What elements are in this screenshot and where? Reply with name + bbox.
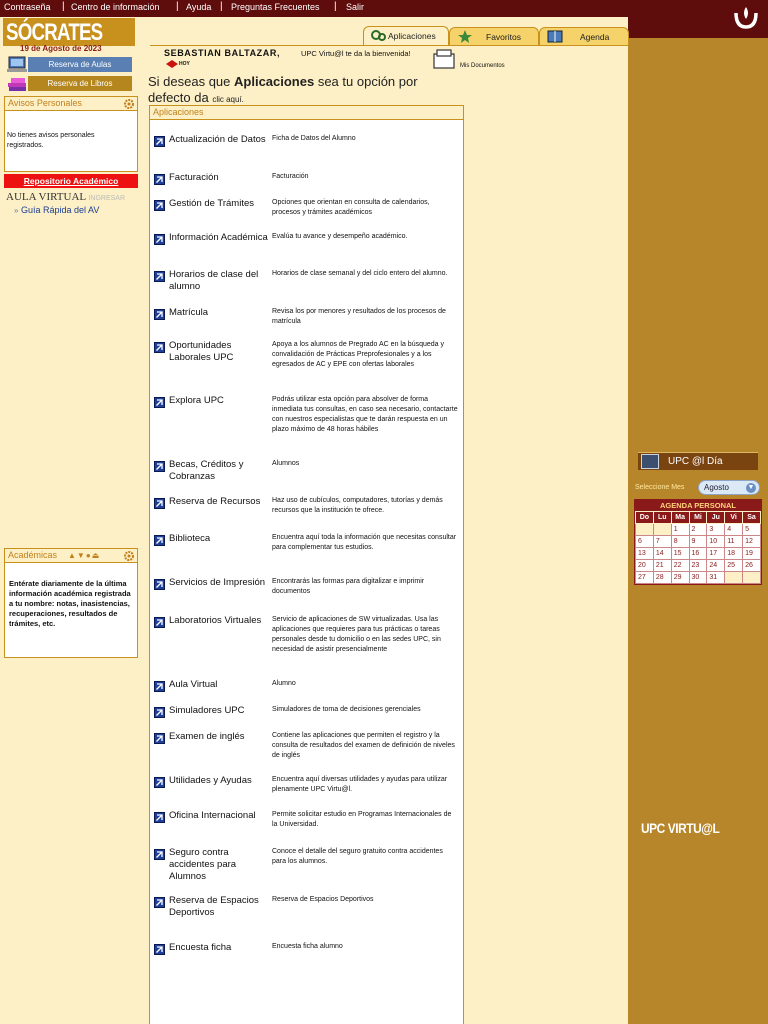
app-link-icon[interactable] — [154, 397, 165, 408]
app-name-link[interactable]: Seguro contra accidentes para Alumnos — [169, 847, 237, 882]
app-link-icon[interactable] — [154, 812, 165, 823]
app-name-link[interactable]: Laboratorios Virtuales — [169, 615, 262, 626]
folder-icon[interactable] — [433, 48, 459, 70]
app-link-icon[interactable] — [154, 681, 165, 692]
calendar-day[interactable]: 22 — [671, 560, 689, 572]
apps-panel — [149, 105, 464, 1024]
top-nav — [0, 0, 630, 17]
panel-header — [5, 549, 137, 563]
app-link-icon[interactable] — [154, 535, 165, 546]
app-link-icon[interactable] — [154, 944, 165, 955]
calendar-day[interactable]: 12 — [743, 536, 761, 548]
academicas-panel — [4, 548, 138, 658]
nav-ayuda[interactable]: Ayuda — [186, 2, 212, 12]
calendar-day[interactable]: 3 — [707, 524, 725, 536]
app-link-icon[interactable] — [154, 234, 165, 245]
app-description: Encuentra aquí toda la información que necesitas consultar para complementar tus estudios. — [272, 534, 457, 551]
app-description: Revisa los por menores y resultados de los procesos de matrícula — [272, 308, 446, 325]
agenda-calendar — [634, 499, 762, 585]
guia-rapida-label: Guía Rápida del AV — [20, 205, 100, 215]
avisos-title: Avisos Personales — [8, 98, 82, 108]
repositorio-academico-link[interactable]: Repositorio Académico — [4, 174, 138, 188]
tab-aplicaciones-label: Aplicaciones — [388, 31, 436, 41]
app-name-link[interactable]: Encuesta ficha — [169, 942, 232, 953]
nav-contrasena[interactable]: Contraseña — [4, 2, 51, 12]
mis-documentos-link[interactable]: Mis Documentos — [460, 63, 505, 69]
click-here-link[interactable]: clic aquí. — [212, 95, 244, 104]
pref-text-pre: Si deseas que — [148, 74, 235, 89]
app-link-icon[interactable] — [154, 461, 165, 472]
month-select[interactable] — [698, 480, 760, 495]
favorites-icon — [456, 28, 474, 45]
calendar-empty-cell — [636, 524, 654, 536]
chevron-down-icon: ▼ — [747, 484, 755, 491]
calendar-day[interactable]: 31 — [707, 572, 725, 584]
calendar-day[interactable]: 28 — [653, 572, 671, 584]
calendar-day[interactable]: 1 — [671, 524, 689, 536]
app-name-link[interactable]: Información Académica — [169, 232, 268, 243]
calendar-day[interactable]: 29 — [671, 572, 689, 584]
aula-virtual-label: AULA VIRTUAL — [6, 191, 86, 203]
right-column — [628, 0, 768, 1024]
app-description: Permite solicitar estudio en Programas Internacionales de la Universidad. — [272, 811, 452, 828]
app-link-icon[interactable] — [154, 707, 165, 718]
calendar-body — [636, 524, 761, 584]
calendar-day[interactable]: 25 — [725, 560, 743, 572]
socrates-logo — [3, 18, 135, 46]
calendar-day[interactable]: 17 — [707, 548, 725, 560]
calendar-day[interactable]: 9 — [689, 536, 707, 548]
app-description: Facturación — [272, 173, 309, 180]
panel-controls-icon[interactable]: ▲▼●⏏ — [68, 551, 101, 560]
nav-separator: | — [334, 1, 337, 12]
double-arrow-icon: » — [14, 206, 19, 215]
app-name-link[interactable]: Matrícula — [169, 307, 209, 318]
calendar-day-header: Do — [636, 512, 654, 524]
upc-al-dia-label: UPC @l Día — [668, 456, 723, 467]
default-preference-text — [148, 74, 458, 108]
calendar-day[interactable]: 21 — [653, 560, 671, 572]
calendar-day[interactable]: 6 — [636, 536, 654, 548]
month-select-value: Agosto — [704, 483, 729, 492]
app-link-icon[interactable] — [154, 309, 165, 320]
calendar-day-header: Ju — [707, 512, 725, 524]
tab-favoritos-label: Favoritos — [486, 32, 521, 42]
app-description: Encuentra aquí diversas utilidades y ayudas para utilizar plenamente UPC Virtu@l. — [272, 776, 448, 793]
reserva-libros-button[interactable] — [6, 76, 132, 91]
welcome-text: UPC Virtu@l te da la bienvenida! — [301, 49, 411, 58]
reserva-aulas-label: Reserva de Aulas — [28, 57, 132, 72]
app-name-link[interactable]: Oficina Internacional — [169, 810, 256, 821]
app-description: Haz uso de cubículos, computadores, tutorías y demás recursos que la institución te ofrece. — [272, 497, 443, 514]
app-link-icon[interactable] — [154, 777, 165, 788]
app-name-link[interactable]: Horarios de clase del alumno — [169, 269, 259, 292]
calendar-day-header: Ma — [671, 512, 689, 524]
academicas-text: Entérate diariamente de la última información académica registrada a tu nombre: notas, inasistencias, recuperaciones, resultados de trámites, etc. — [9, 579, 131, 628]
app-description: Servicio de aplicaciones de SW virtualizadas. Usa las aplicaciones que requieres para tus prácticas o tareas personales desde tu domicilio o en las sedes UPC, sin necesidad de asistir presencialmente — [272, 616, 441, 653]
app-link-icon[interactable] — [154, 733, 165, 744]
nav-separator: | — [62, 1, 65, 12]
calendar-day-header: Sa — [743, 512, 761, 524]
agenda-title: AGENDA PERSONAL — [635, 500, 761, 511]
app-description: Contiene las aplicaciones que permiten el registro y la consulta de resultados del examen de definición de niveles de inglés — [272, 732, 455, 759]
calendar-day[interactable]: 13 — [636, 548, 654, 560]
calendar-day[interactable]: 7 — [653, 536, 671, 548]
pref-text-post: sea tu opción por defecto da — [148, 74, 418, 105]
nav-salir[interactable]: Salir — [346, 2, 365, 12]
calendar-day-header: Mi — [689, 512, 707, 524]
app-description: Conoce el detalle del seguro gratuito contra accidentes para los alumnos. — [272, 848, 443, 865]
app-name-link[interactable]: Gestión de Trámites — [169, 198, 255, 209]
panel-header — [5, 97, 137, 111]
reserva-aulas-button[interactable] — [6, 57, 132, 72]
app-link-icon[interactable] — [154, 174, 165, 185]
calendar-week-row — [636, 548, 761, 560]
calendar-day[interactable]: 14 — [653, 548, 671, 560]
app-link-icon[interactable] — [154, 617, 165, 628]
book-icon — [546, 28, 564, 45]
app-name-link[interactable]: Servicios de Impresión — [169, 577, 266, 588]
app-link-icon[interactable] — [154, 849, 165, 860]
calendar-day[interactable]: 4 — [725, 524, 743, 536]
app-name-link[interactable]: Explora UPC — [169, 395, 224, 406]
app-name-link[interactable]: Utilidades y Ayudas — [169, 775, 252, 786]
calendar-day[interactable]: 16 — [689, 548, 707, 560]
calendar-day[interactable]: 15 — [671, 548, 689, 560]
app-description: Ficha de Datos del Alumno — [272, 135, 356, 142]
app-name-link[interactable]: Reserva de Recursos — [169, 496, 261, 507]
app-description: Reserva de Espacios Deportivos — [272, 896, 374, 903]
hoy-icon[interactable] — [166, 60, 178, 68]
app-link-icon[interactable] — [154, 136, 165, 147]
calendar-week-row — [636, 560, 761, 572]
building-icon — [641, 454, 659, 469]
gear-icon[interactable] — [123, 98, 135, 110]
calendar-day[interactable]: 23 — [689, 560, 707, 572]
calendar-day[interactable]: 11 — [725, 536, 743, 548]
app-description: Apoya a los alumnos de Pregrado AC en la búsqueda y convalidación de Prácticas Preprofesionales y a los egresados de AC y EPE con ofertas laborales — [272, 341, 445, 368]
brand-header — [628, 0, 768, 38]
app-description: Horarios de clase semanal y del ciclo entero del alumno. — [272, 270, 448, 277]
app-description: Opciones que orientan en consulta de calendarios, procesos y trámites académicos — [272, 199, 430, 216]
app-name-link[interactable]: Simuladores UPC — [169, 705, 245, 716]
app-name-link[interactable]: Actualización de Datos — [169, 134, 266, 145]
calendar-day[interactable]: 8 — [671, 536, 689, 548]
user-name: SEBASTIAN BALTAZAR, — [164, 48, 281, 58]
apps-icon — [370, 27, 388, 44]
calendar-day-header: Vi — [725, 512, 743, 524]
app-description: Alumnos — [272, 460, 300, 467]
tab-aplicaciones[interactable] — [363, 26, 449, 46]
app-name-link[interactable]: Reserva de Espacios Deportivos — [169, 895, 259, 918]
app-link-icon[interactable] — [154, 579, 165, 590]
avisos-text: No tienes avisos personales registrados. — [7, 132, 95, 149]
books-icon — [6, 75, 30, 92]
calendar-day[interactable]: 10 — [707, 536, 725, 548]
computer-icon — [6, 56, 30, 73]
app-name-link[interactable]: Facturación — [169, 172, 219, 183]
app-description: Simuladores de toma de decisiones gerenciales — [272, 706, 421, 713]
app-link-icon[interactable] — [154, 498, 165, 509]
calendar-grid — [635, 511, 761, 584]
calendar-day[interactable]: 24 — [707, 560, 725, 572]
calendar-week-row — [636, 536, 761, 548]
app-description: Evalúa tu avance y desempeño académico. — [272, 233, 408, 240]
nav-separator: | — [176, 1, 179, 12]
calendar-day[interactable]: 5 — [743, 524, 761, 536]
calendar-week-row — [636, 572, 761, 584]
app-link-icon[interactable] — [154, 200, 165, 211]
nav-centro-informacion[interactable]: Centro de información — [71, 2, 160, 12]
calendar-day-header: Lu — [653, 512, 671, 524]
app-description: Encontrarás las formas para digitalizar e imprimir documentos — [272, 578, 425, 595]
calendar-empty-cell — [653, 524, 671, 536]
current-date: 19 de Agosto de 2023 — [20, 44, 102, 53]
aula-virtual-link[interactable] — [6, 191, 136, 203]
calendar-empty-cell — [725, 572, 743, 584]
reserva-libros-label: Reserva de Libros — [28, 76, 132, 91]
app-name-link[interactable]: Becas, Créditos y Cobranzas — [169, 459, 244, 482]
calendar-day[interactable]: 19 — [743, 548, 761, 560]
upc-al-dia-button[interactable] — [638, 452, 758, 470]
tab-favoritos[interactable] — [449, 27, 539, 45]
tab-agenda[interactable] — [539, 27, 629, 45]
nav-separator: | — [220, 1, 223, 12]
socrates-title: SÓCRATES — [6, 19, 103, 46]
app-link-icon[interactable] — [154, 897, 165, 908]
month-select-label: Seleccione Mes — [635, 484, 685, 491]
upc-logo-icon[interactable] — [732, 5, 760, 31]
calendar-header-row — [636, 512, 761, 524]
app-name-link[interactable]: Biblioteca — [169, 533, 211, 544]
avisos-personales-panel — [4, 96, 138, 172]
ingresar-label: INGRESAR — [88, 195, 126, 202]
app-name-link[interactable]: Aula Virtual — [169, 679, 218, 690]
calendar-empty-cell — [743, 572, 761, 584]
app-name-link[interactable]: Examen de inglés — [169, 731, 245, 742]
apps-panel-title: Aplicaciones — [150, 106, 463, 120]
academicas-title: Académicas — [8, 550, 58, 560]
app-link-icon[interactable] — [154, 342, 165, 353]
guia-rapida-link[interactable] — [14, 205, 99, 215]
app-link-icon[interactable] — [154, 271, 165, 282]
tab-agenda-label: Agenda — [580, 32, 610, 42]
calendar-day[interactable]: 27 — [636, 572, 654, 584]
upc-virtual-brand: UPC VIRTU@L — [641, 820, 720, 836]
calendar-day[interactable]: 26 — [743, 560, 761, 572]
app-description: Encuesta ficha alumno — [272, 943, 343, 950]
app-description: Alumno — [272, 680, 296, 687]
gear-icon[interactable] — [123, 550, 135, 562]
app-name-link[interactable]: Oportunidades Laborales UPC — [169, 340, 234, 363]
calendar-day[interactable]: 20 — [636, 560, 654, 572]
tab-divider — [150, 45, 628, 46]
calendar-day[interactable]: 30 — [689, 572, 707, 584]
hoy-label: HOY — [179, 61, 190, 67]
pref-text-bold: Aplicaciones — [234, 74, 315, 89]
app-description: Podrás utilizar esta opción para absolver de forma inmediata tus consultas, en caso sea necesario, contactarte con nuestros especialistas que te darán respuesta en un plazo máximo de 48 horas hábiles — [272, 396, 458, 433]
calendar-week-row — [636, 524, 761, 536]
nav-preguntas-frecuentes[interactable]: Preguntas Frecuentes — [231, 2, 320, 12]
calendar-day[interactable]: 18 — [725, 548, 743, 560]
calendar-day[interactable]: 2 — [689, 524, 707, 536]
